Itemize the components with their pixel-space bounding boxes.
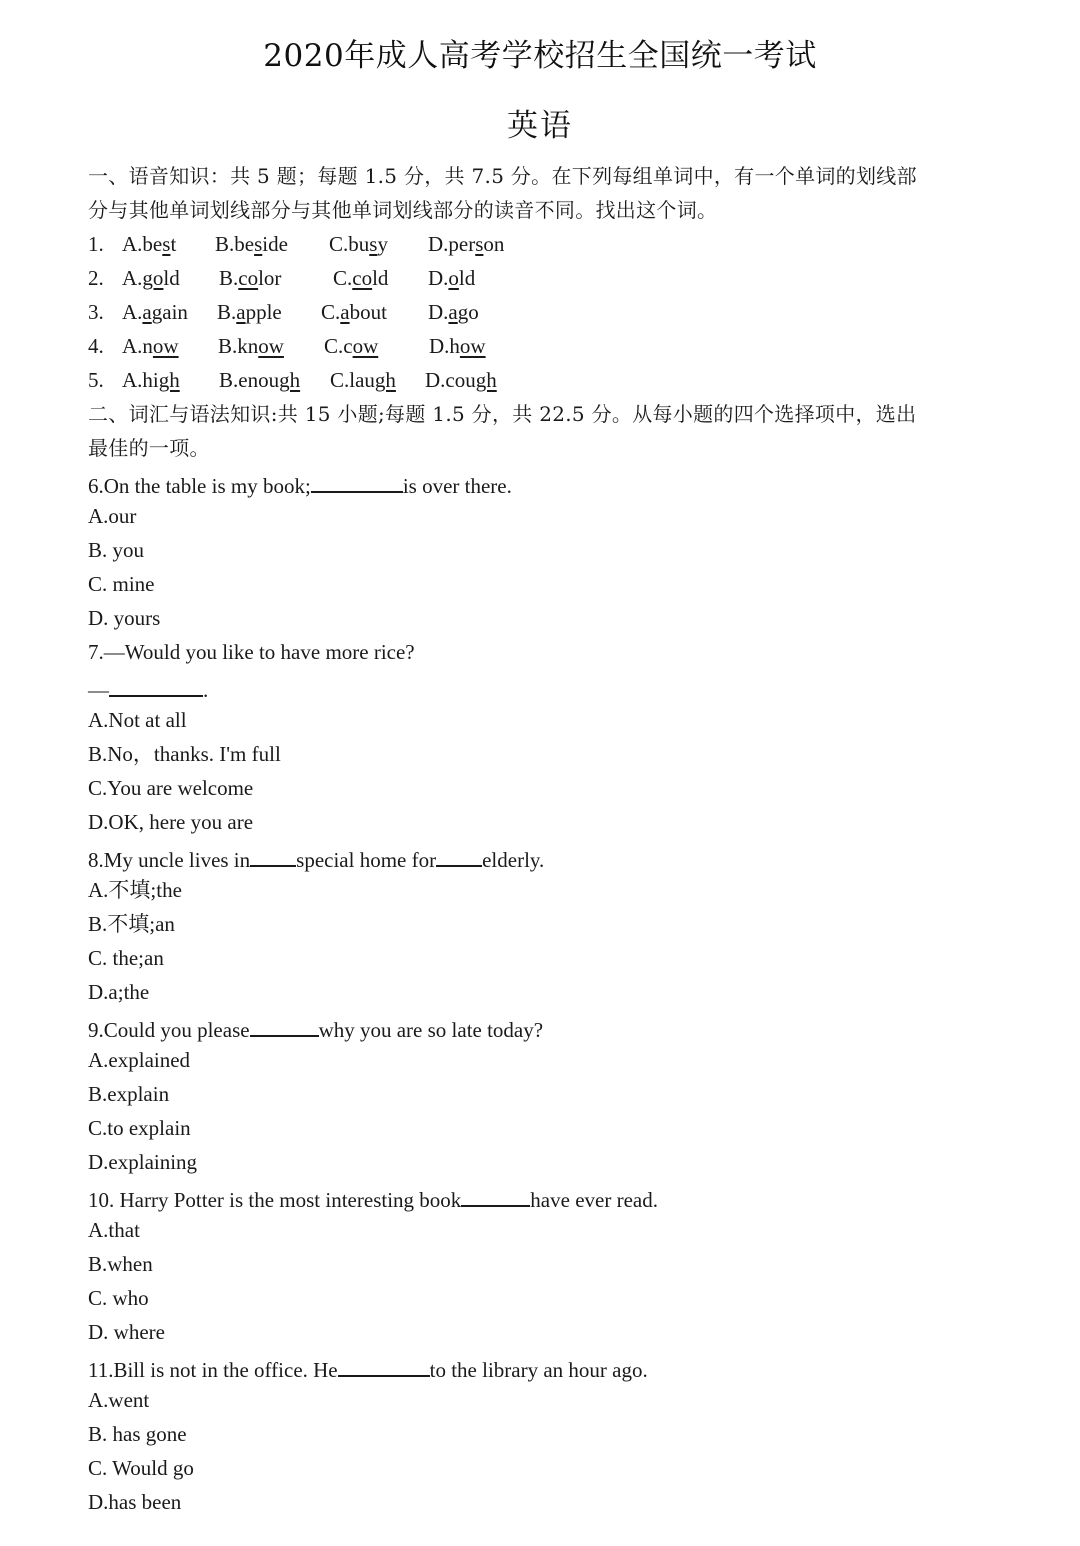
section2-instruction-line1: 二、词汇与语法知识:共 15 小题;每题 1.5 分，共 22.5 分。从每小题的四个选择项中，选出: [88, 402, 917, 426]
underlined-letters: co: [238, 266, 259, 290]
subject-title: 英语: [507, 108, 573, 144]
option-c: [324, 329, 378, 363]
underlined-letters: gh: [475, 368, 497, 392]
underlined-letters: s: [475, 232, 484, 256]
question-9-option-d: D.explaining: [88, 1150, 198, 1174]
question-11-option-b: B. has gone: [88, 1422, 187, 1446]
option-d: [428, 227, 504, 261]
option-text: B.: [219, 266, 239, 290]
question-8-option-c: C. the;an: [88, 946, 164, 970]
question-10-option-b: B.when: [88, 1252, 153, 1276]
question-7-reply: [88, 669, 208, 703]
question-number: 4.: [88, 334, 104, 358]
option-text: pple: [245, 300, 282, 324]
question-7-option-d: D.OK, here you are: [88, 810, 254, 834]
stem-part: special home for: [296, 848, 437, 872]
option-text: lor: [258, 266, 282, 290]
option-text: A.be: [122, 232, 163, 256]
question-10-option-d: D. where: [88, 1320, 165, 1344]
question-8-option-d: D.a;the: [88, 980, 150, 1004]
underlined-letters: co: [352, 266, 373, 290]
phonetics-question-3: [0, 295, 1080, 329]
stem-part: why you are so late today?: [318, 1018, 544, 1042]
option-b: [217, 295, 282, 329]
question-7-stem: 7.—Would you like to have more rice?: [88, 640, 415, 664]
question-9-option-a: A.explained: [88, 1048, 191, 1072]
option-b: [219, 261, 281, 295]
option-text: A.: [122, 300, 143, 324]
option-text: ld: [458, 266, 476, 290]
option-a: [122, 261, 180, 295]
option-c: [333, 261, 388, 295]
underlined-letters: ow: [152, 334, 179, 358]
stem-part: to the library an hour ago.: [429, 1358, 648, 1382]
option-text: B.: [217, 300, 237, 324]
question-7-option-c: C.You are welcome: [88, 776, 254, 800]
option-d: [428, 261, 475, 295]
question-11-option-d: D.has been: [88, 1490, 182, 1514]
underlined-letters: ow: [459, 334, 486, 358]
underlined-letters: gh: [158, 368, 180, 392]
option-text: D.h: [429, 334, 460, 358]
option-text: A.: [122, 266, 143, 290]
answer-blank: [250, 839, 296, 867]
option-text: D.: [428, 266, 449, 290]
phonetics-question-1: [0, 227, 1080, 261]
underlined-letters: a: [236, 300, 246, 324]
question-7-option-b: B.No，thanks. I'm full: [88, 742, 281, 766]
answer-blank: [338, 1349, 430, 1377]
stem-part: have ever read.: [530, 1188, 658, 1212]
underlined-letters: gh: [374, 368, 396, 392]
exam-title: 2020年成人高考学校招生全国统一考试: [263, 38, 817, 74]
option-text: C.: [321, 300, 341, 324]
stem-part: 10. Harry Potter is the most interesting book: [88, 1188, 462, 1212]
question-number: 5.: [88, 368, 104, 392]
phonetics-question-4: [0, 329, 1080, 363]
underlined-letters: ow: [352, 334, 379, 358]
option-text: B.enou: [219, 368, 280, 392]
option-a: [122, 363, 180, 397]
option-text: C.c: [324, 334, 353, 358]
option-d: [429, 329, 486, 363]
underlined-letters: a: [142, 300, 152, 324]
option-text: gain: [151, 300, 188, 324]
question-8-option-b: B.不填;an: [88, 912, 175, 936]
option-d: [425, 363, 497, 397]
option-a: [122, 329, 179, 363]
reply-dash: —: [88, 678, 109, 702]
option-text: C.: [333, 266, 353, 290]
question-6-stem: [88, 465, 512, 499]
answer-blank: [461, 1179, 530, 1207]
phonetics-question-2: [0, 261, 1080, 295]
option-a: [122, 227, 176, 261]
option-text: B.be: [215, 232, 255, 256]
underlined-letters: ow: [258, 334, 284, 358]
option-text: D.: [428, 300, 449, 324]
underlined-letters: s: [254, 232, 263, 256]
question-10-stem: [88, 1179, 658, 1213]
option-b: [215, 227, 288, 261]
section1-instruction-line2: 分与其他单词划线部分与其他单词划线部分的读音不同。找出这个词。: [88, 198, 718, 222]
option-text: D.per: [428, 232, 476, 256]
option-a: [122, 295, 188, 329]
underlined-letters: gh: [279, 368, 301, 392]
answer-blank: [250, 1009, 319, 1037]
phonetics-question-5: [0, 363, 1080, 397]
option-c: [330, 363, 396, 397]
option-b: [219, 363, 300, 397]
answer-blank: [109, 669, 203, 697]
option-c: [321, 295, 387, 329]
underlined-letters: s: [162, 232, 171, 256]
question-number: 3.: [88, 300, 104, 324]
question-6-option-a: A.our: [88, 504, 137, 528]
option-text: bout: [349, 300, 387, 324]
option-text: t: [170, 232, 177, 256]
underlined-letters: a: [340, 300, 350, 324]
underlined-letters: o: [448, 266, 459, 290]
option-text: ld: [163, 266, 180, 290]
question-11-stem: [88, 1349, 648, 1383]
option-text: ide: [262, 232, 288, 256]
stem-part: 6.On the table is my book;: [88, 474, 311, 498]
question-9-stem: [88, 1009, 543, 1043]
question-6-option-b: B. you: [88, 538, 145, 562]
option-text: on: [483, 232, 505, 256]
stem-part: elderly.: [482, 848, 545, 872]
question-6-option-d: D. yours: [88, 606, 161, 630]
option-b: [218, 329, 284, 363]
option-text: C.bu: [329, 232, 370, 256]
question-6-option-c: C. mine: [88, 572, 155, 596]
question-number: 2.: [88, 266, 104, 290]
question-8-option-a: A.不填;the: [88, 878, 182, 902]
question-7-option-a: A.Not at all: [88, 708, 187, 732]
question-8-stem: [88, 839, 544, 873]
underlined-letters: s: [369, 232, 378, 256]
question-11-option-c: C. Would go: [88, 1456, 194, 1480]
option-text: y: [377, 232, 388, 256]
option-text: C.lau: [330, 368, 375, 392]
option-c: [329, 227, 388, 261]
option-d: [428, 295, 479, 329]
stem-part: 11.Bill is not in the office. He: [88, 1358, 338, 1382]
option-text: ld: [372, 266, 389, 290]
question-11-option-a: A.went: [88, 1388, 150, 1412]
option-text: D.cou: [425, 368, 476, 392]
option-text: B.kn: [218, 334, 259, 358]
stem-part: 8.My uncle lives in: [88, 848, 251, 872]
underlined-letters: go: [142, 266, 164, 290]
stem-part: 9.Could you please: [88, 1018, 250, 1042]
question-9-option-c: C.to explain: [88, 1116, 191, 1140]
question-9-option-b: B.explain: [88, 1082, 170, 1106]
question-10-option-c: C. who: [88, 1286, 149, 1310]
answer-blank: [436, 839, 482, 867]
question-10-option-a: A.that: [88, 1218, 140, 1242]
answer-blank: [311, 465, 403, 493]
option-text: A.n: [122, 334, 153, 358]
option-text: go: [457, 300, 479, 324]
reply-end: .: [203, 678, 209, 702]
section2-instruction-line2: 最佳的一项。: [88, 436, 210, 460]
option-text: A.hi: [122, 368, 159, 392]
stem-part: is over there.: [402, 474, 512, 498]
underlined-letters: a: [448, 300, 458, 324]
question-number: 1.: [88, 232, 104, 256]
section1-instruction-line1: 一、语音知识：共 5 题；每题 1.5 分，共 7.5 分。在下列每组单词中，有一个单词的划线部: [88, 164, 917, 188]
